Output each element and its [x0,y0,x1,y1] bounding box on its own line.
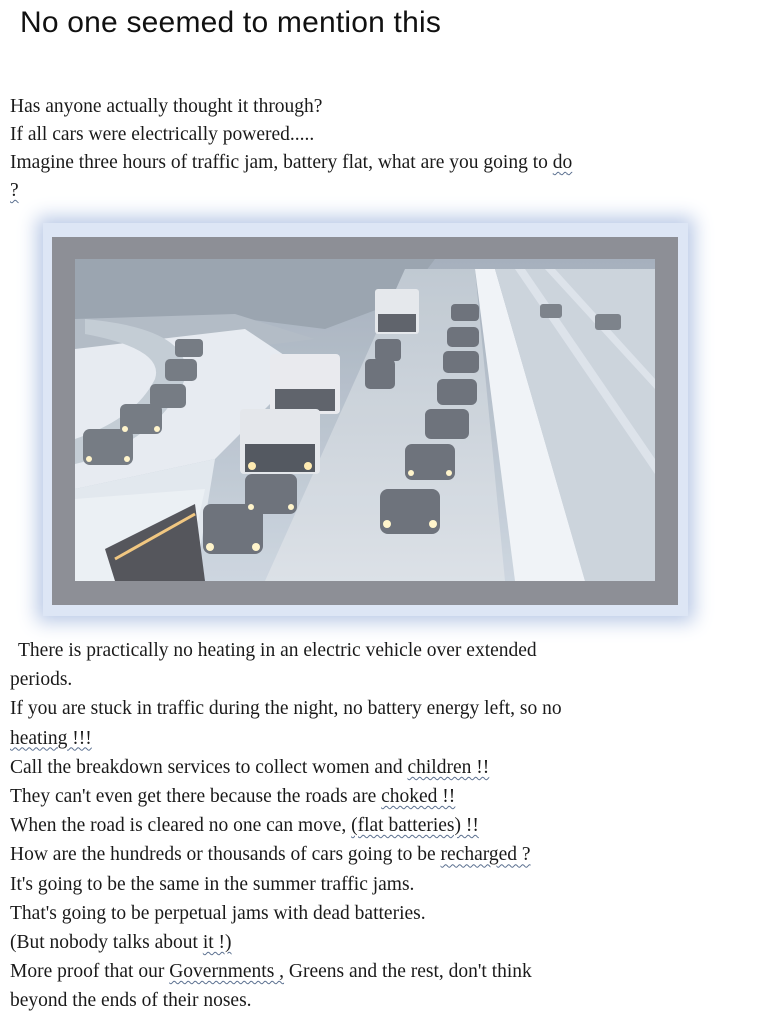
body-line: periods. [10,669,73,691]
spellcheck-underlined-word: recharged ? [440,844,531,866]
intro-line: If all cars were electrically powered..... [10,124,315,145]
body-text: How are the hundreds or thousands of cars going to be [10,844,441,866]
body-text: They can't even get there because the roads are [10,786,382,808]
body-line: It's going to be the same in the summer traffic jams. [10,873,415,895]
body-line [10,957,755,986]
spellcheck-underlined-word: choked !! [381,786,456,808]
spellcheck-underlined-word: it !) [202,932,232,954]
body-line [10,753,755,782]
body-text: When the road is cleared no one can move, [10,815,352,837]
snowy-highway-illustration [75,259,655,581]
body-line [10,840,755,869]
intro-text: Imagine three hours of traffic jam, battery flat, what are you going to [10,152,553,173]
intro-paragraph [10,93,755,205]
body-text: More proof that our [10,961,170,983]
post-title: No one seemed to mention this [20,6,442,39]
intro-line [10,177,755,205]
body-text: Greens and the rest, don't think [284,961,532,983]
body-line: If you are stuck in traffic during the night, no battery energy left, so no [10,698,562,720]
intro-line [10,149,755,177]
body-paragraph [10,636,755,1016]
body-line [10,811,755,840]
body-line [10,782,755,811]
traffic-jam-photo [75,259,655,581]
body-text: (But nobody talks about [10,932,203,954]
spellcheck-underlined-word: do [552,152,573,173]
spellcheck-underlined-word: heating !!! [10,727,92,749]
spellcheck-underlined-word: Governments , [169,961,285,983]
spellcheck-underlined-word: ? [10,180,19,201]
body-line: beyond the ends of their noses. [10,990,252,1012]
intro-line: Has anyone actually thought it through? [10,96,323,117]
spellcheck-underlined-word: (flat batteries) !! [351,815,479,837]
body-line: There is practically no heating in an electric vehicle over extended [18,640,537,661]
body-line: That's going to be perpetual jams with dead batteries. [10,902,426,924]
body-line [10,928,755,957]
body-text: Call the breakdown services to collect women and [10,756,408,778]
spellcheck-underlined-word: children !! [407,756,490,778]
body-line [10,724,755,753]
